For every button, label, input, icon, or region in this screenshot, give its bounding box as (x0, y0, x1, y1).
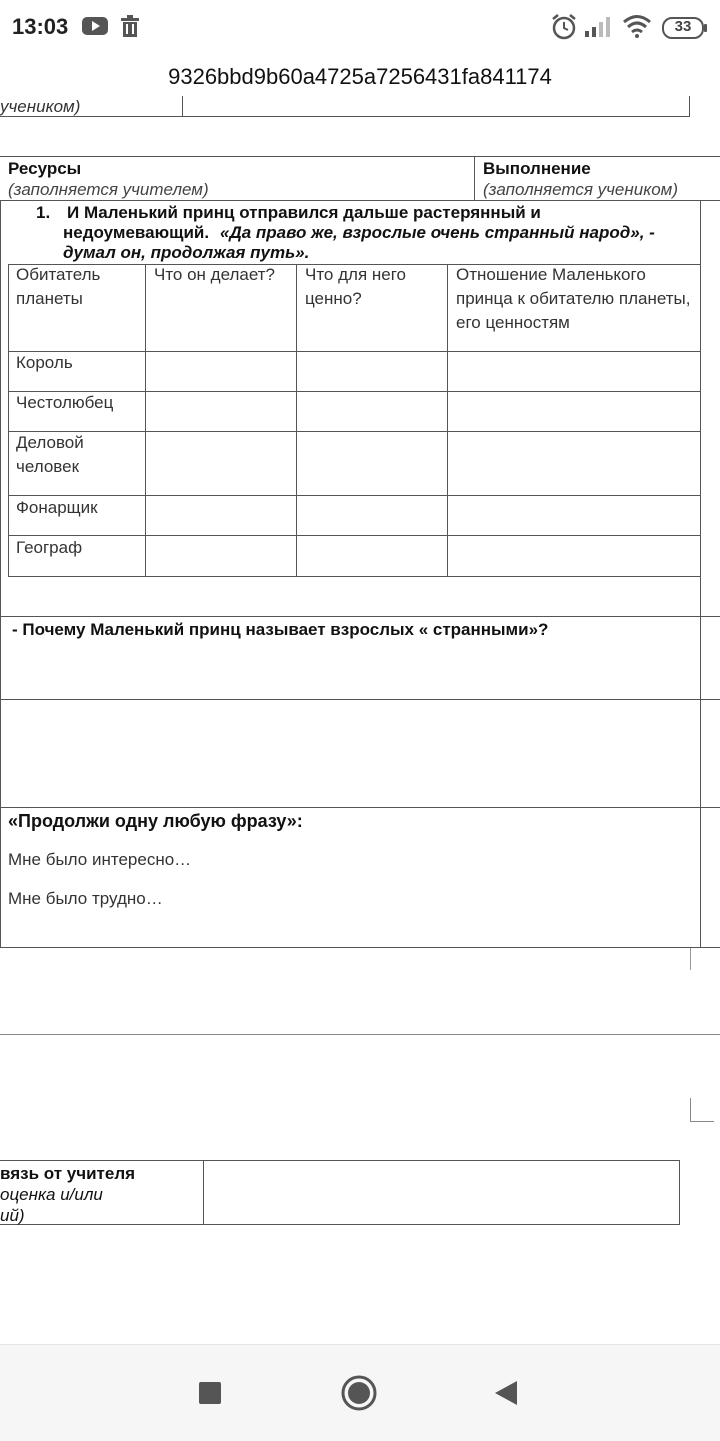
feedback-border (203, 1160, 204, 1225)
task-line-2-bold: недоумевающий. (63, 223, 210, 242)
execution-note: (заполняется учеником) (483, 180, 678, 199)
battery-icon (662, 17, 708, 44)
status-bar (0, 0, 720, 56)
battery-level: 33 (674, 18, 692, 35)
section-border (0, 699, 720, 700)
question-text: - Почему Маленький принц называет взрослых « странными»? (12, 620, 549, 639)
interesting-line: Мне было интересно… (8, 850, 192, 869)
table-border (0, 156, 720, 157)
feedback-note-end: ий) (0, 1206, 25, 1225)
feedback-label: вязь от учителя (0, 1164, 136, 1183)
difficult-line: Мне было трудно… (8, 889, 163, 908)
header-what-valuable: Что для него ценно? (305, 265, 406, 308)
resources-note: (заполняется учителем) (8, 180, 209, 199)
page-break (0, 1034, 720, 1035)
grid-line (8, 351, 700, 352)
signal-icon (585, 16, 613, 43)
navigation-bar (0, 1344, 720, 1441)
wifi-icon (622, 14, 652, 43)
grid-line (8, 431, 700, 432)
document-title: 9326bbd9b60a4725a7256431fa841174 (168, 64, 552, 89)
table-border (474, 156, 475, 200)
row-businessman: Деловой человек (16, 433, 84, 476)
grid-line (8, 495, 700, 496)
top-fragment: учеником) (0, 97, 81, 116)
divider (0, 116, 690, 117)
feedback-border (679, 1160, 680, 1225)
feedback-border (0, 1160, 680, 1161)
page-corner (690, 1121, 714, 1122)
row-king: Король (16, 353, 73, 372)
table-border (700, 200, 701, 948)
grid-line (8, 576, 700, 577)
alarm-icon (550, 13, 578, 46)
row-geographer: Географ (16, 538, 83, 557)
page-edge (690, 948, 691, 970)
continue-title: «Продолжи одну любую фразу»: (8, 811, 303, 831)
header-what-he-does: Что он делает? (154, 265, 275, 284)
section-border (0, 807, 720, 808)
table-border (0, 200, 1, 948)
feedback-border (0, 1224, 680, 1225)
page-corner (690, 1098, 691, 1122)
task-line-3-quote: думал он, продолжая путь». (63, 243, 310, 262)
row-lamplighter: Фонарщик (16, 498, 98, 517)
grid-line (8, 535, 700, 536)
task-line-2-quote: «Да право же, взрослые очень странный народ», - (220, 223, 655, 242)
clock: 13:03 (12, 14, 69, 39)
grid-line (8, 264, 9, 577)
row-vain-man: Честолюбец (16, 393, 114, 412)
recents-button[interactable] (198, 1381, 222, 1410)
divider (182, 96, 183, 117)
trash-icon (119, 15, 141, 42)
divider (689, 96, 690, 117)
grid-line (296, 264, 297, 577)
execution-label: Выполнение (483, 159, 591, 178)
task-line-1: И Маленький принц отправился дальше растерянный и (67, 203, 541, 222)
youtube-icon (82, 16, 108, 41)
resources-label: Ресурсы (8, 159, 82, 178)
feedback-note: оценка и/или (0, 1185, 103, 1204)
task-number: 1. (36, 203, 51, 222)
section-border (0, 616, 720, 617)
section-border (0, 947, 720, 948)
header-inhabitant: Обитатель планеты (16, 265, 101, 308)
grid-line (447, 264, 448, 577)
back-button[interactable] (494, 1380, 518, 1411)
grid-line (145, 264, 146, 577)
home-button[interactable] (341, 1375, 377, 1416)
header-attitude: Отношение Маленького принца к обитателю планеты, его ценностям (456, 265, 691, 332)
